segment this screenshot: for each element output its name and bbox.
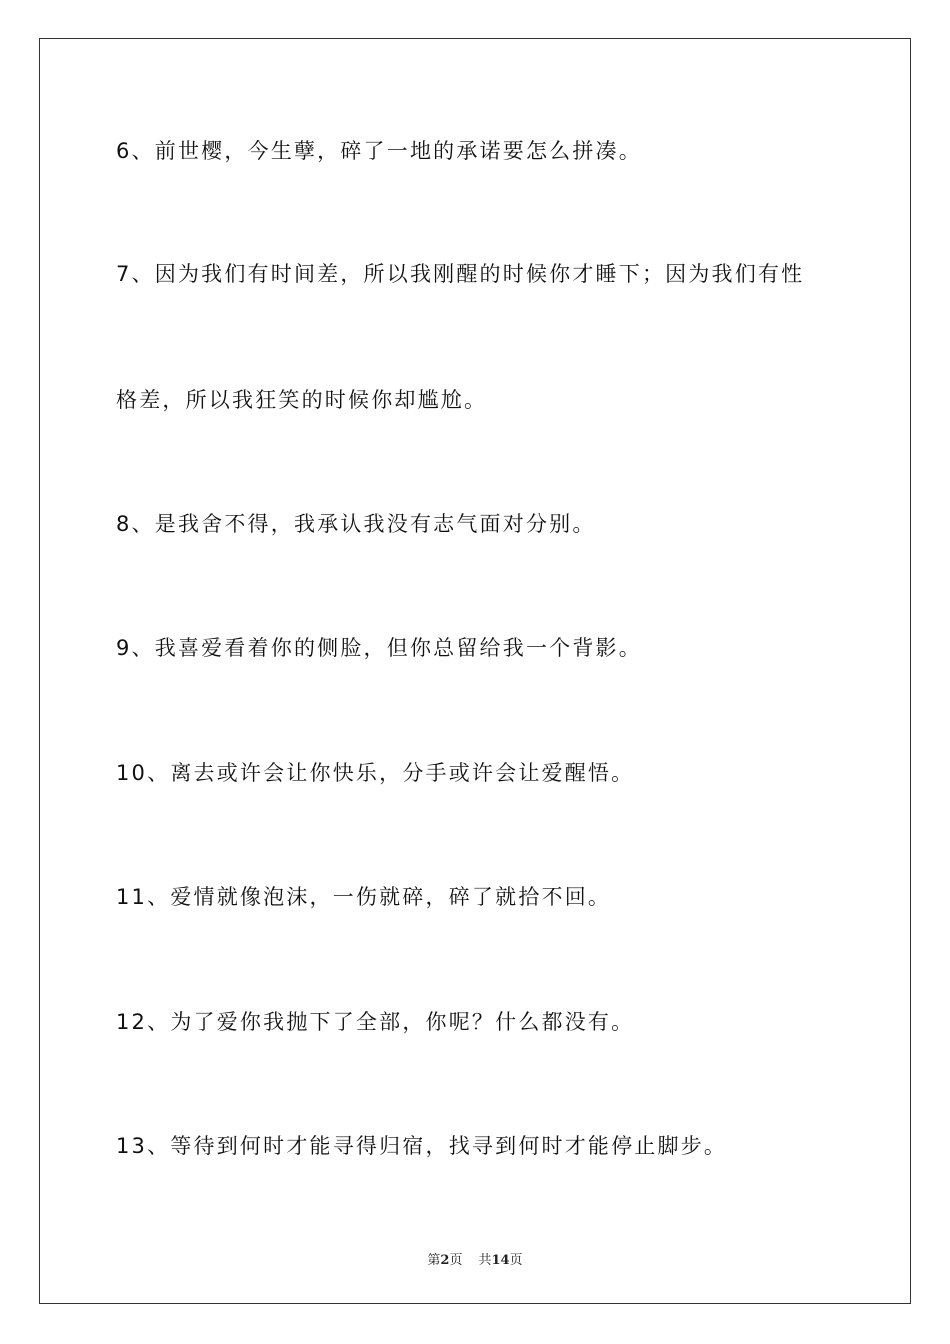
page-footer: [0, 1249, 950, 1268]
text-line-9: 9、我喜爱看着你的侧脸，但你总留给我一个背影。: [116, 636, 642, 660]
text-line-11: 11、爱情就像泡沫，一伤就碎，碎了就拾不回。: [116, 885, 612, 909]
page-number: 2: [440, 1253, 450, 1268]
text-line-12: 12、为了爱你我抛下了全部，你呢？什么都没有。: [116, 1010, 635, 1034]
text-line-7: 7、因为我们有时间差，所以我刚醒的时候你才睡下；因为我们有性: [116, 262, 805, 286]
text-line-13: 13、等待到何时才能寻得归宿，找寻到何时才能停止脚步。: [116, 1134, 728, 1158]
page-prefix: 第: [427, 1253, 441, 1268]
page-border: [39, 38, 911, 1304]
text-line-8: 8、是我舍不得，我承认我没有志气面对分别。: [116, 512, 596, 536]
total-suffix: 页: [509, 1253, 523, 1268]
text-line-7-continued: 格差，所以我狂笑的时候你却尴尬。: [116, 388, 488, 412]
text-line-6: 6、前世樱，今生孽，碎了一地的承诺要怎么拼凑。: [116, 139, 642, 163]
total-prefix: 共: [478, 1253, 492, 1268]
total-pages: 14: [491, 1253, 510, 1268]
page-suffix: 页: [449, 1253, 463, 1268]
text-line-10: 10、离去或许会让你快乐，分手或许会让爱醒悟。: [116, 761, 635, 785]
